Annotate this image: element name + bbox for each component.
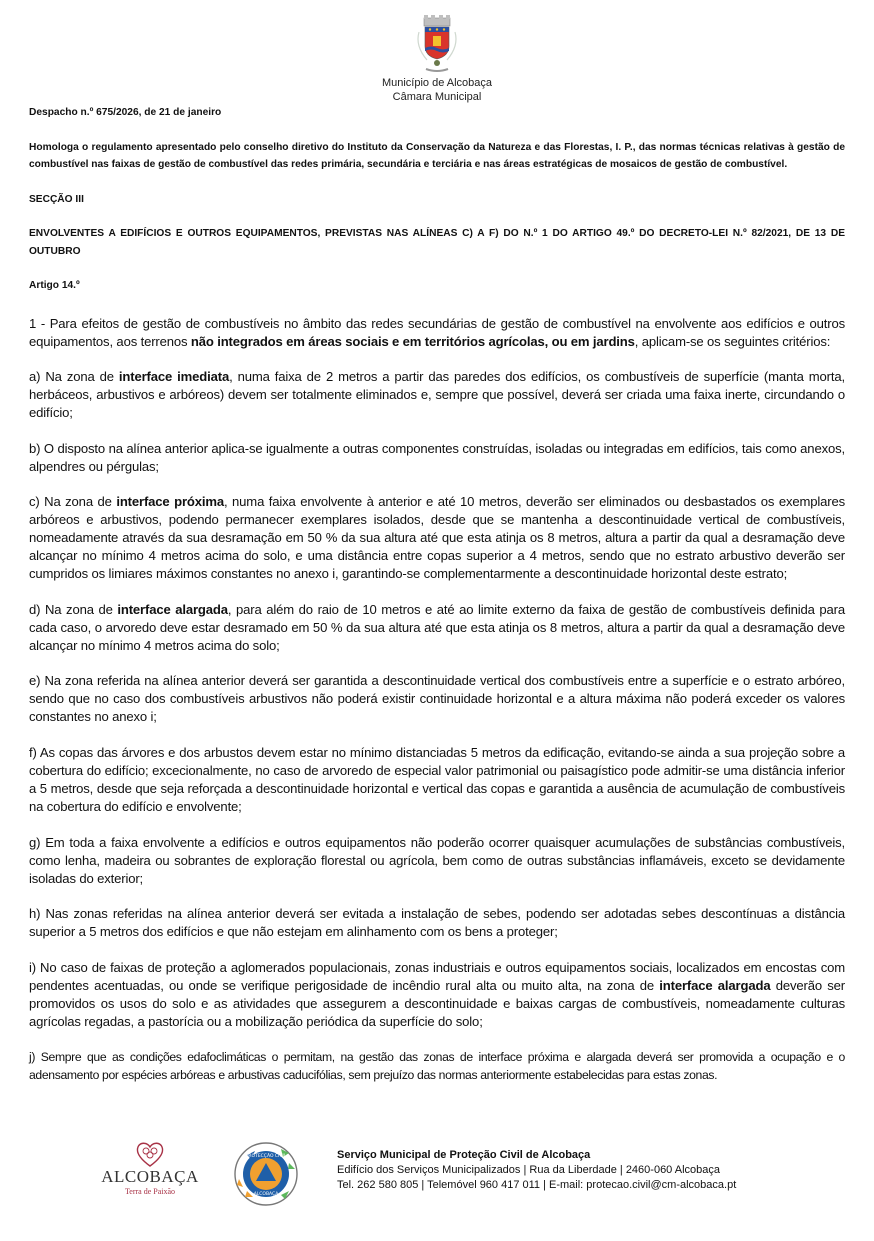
paragraph-emphasis: interface alargada	[659, 977, 771, 993]
paragraph-text: i) No caso de faixas de proteção a aglomerados populacionais, zonas industriais e outros equipamentos sociais, localizados em encostas com pendentes acentuadas, ou onde se verifique perigosidade de incêndio rural alta ou muito alta, na zona de	[29, 959, 845, 993]
paragraph-emphasis: não integrados em áreas sociais e em territórios agrícolas, ou em jardins	[190, 333, 635, 349]
document-body	[29, 104, 845, 1102]
article-number: Artigo 14.º	[29, 280, 80, 291]
page-header	[0, 14, 874, 104]
paragraph-text: deverão ser promovidos os usos do solo e as atividades que assegurem a descontinuidade e baixas cargas de combustíveis, nomeadamente culturas agrícolas regadas, a pastorícia ou a mobilização periódica da superfície do solo;	[29, 977, 845, 1029]
paragraph-1	[29, 315, 845, 351]
paragraph-a	[29, 368, 845, 422]
paragraph-text: c) Na zona de	[29, 494, 117, 510]
alcobaca-wordmark: ALCOBAÇA	[101, 1167, 199, 1186]
paragraph-g	[29, 834, 845, 888]
despacho-summary: Homologa o regulamento apresentado pelo conselho diretivo do Instituto da Conservação da Natureza e das Florestas, I. P., das normas técnicas relativas à gestão de combustível nas faixas de gestão de combustível das redes primária, secundária e terciária e nas áreas estratégicas de mosaicos de gestão de combustível.	[29, 141, 845, 170]
paragraph-text: , para além do raio de 10 metros e até ao limite externo da faixa de gestão de combustíveis definida para cada caso, o arvoredo deve estar desramado em 50 % da sua altura até que esta atinja os 8 metros, altura a partir da qual a desramação deve alcançar no mínimo 4 metros acima do solo;	[29, 601, 845, 653]
paragraph-b	[29, 440, 845, 476]
municipal-coat-of-arms-icon	[407, 14, 467, 76]
protecao-civil-emblem-icon	[233, 1141, 299, 1207]
paragraph-text: d) Na zona de	[29, 601, 118, 617]
council-name: Câmara Municipal	[392, 91, 482, 103]
municipality-name: Município de Alcobaça	[381, 77, 493, 89]
alcobaca-tagline: Terra de Paixão	[124, 1187, 176, 1196]
page-footer	[0, 1138, 874, 1218]
paragraph-f	[29, 744, 845, 816]
paragraph-d	[29, 601, 845, 655]
contact-phones-email: Tel. 262 580 805 | Telemóvel 960 417 011 | E-mail: protecao.civil@cm-alcobaca.pt	[337, 1179, 737, 1191]
paragraph-j	[29, 1048, 845, 1084]
paragraph-i	[29, 959, 845, 1031]
paragraph-text: b) O disposto na alínea anterior aplica-se igualmente a outras componentes construídas, isoladas ou integradas em edifícios, tais como anexos, alpendres ou pérgulas;	[29, 440, 845, 474]
section-heading: ENVOLVENTES A EDIFÍCIOS E OUTROS EQUIPAMENTOS, PREVISTAS NAS ALÍNEAS C) A F) DO N.º 1 DO ARTIGO 49.º DO DECRETO-LEI N.º 82/2021, DE 13 DE OUTUBRO	[29, 228, 845, 257]
paragraph-text: , numa faixa de 2 metros a partir das paredes dos edifícios, os combustíveis de superfície (manta morta, herbáceos, arbustivos e arbóreos) devem ser totalmente eliminados e, sempre que possível, deverá ser criada uma faixa inerte, circundando o edifício;	[29, 369, 845, 421]
section-label: SECÇÃO III	[29, 193, 84, 205]
paragraph-emphasis: interface imediata	[118, 369, 230, 385]
emblem-ring-bottom: ALCOBAÇA	[253, 1192, 279, 1197]
contact-title: Serviço Municipal de Proteção Civil de Alcobaça	[337, 1149, 591, 1161]
paragraph-text: f) As copas das árvores e dos arbustos devem estar no mínimo distanciadas 5 metros da edificação, evitando-se ainda a sua projeção sobre a cobertura do edifício; excecionalmente, no caso de arvoredo de especial valor patrimonial ou paisagístico pode admitir-se uma distância inferior a 5 metros, desde que seja reforçada a descontinuidade horizontal e vertical das copas e garantida a ausência de acumulação de combustíveis na cobertura do edifício e envolvente;	[29, 745, 845, 815]
contact-block	[337, 1148, 736, 1193]
paragraph-e	[29, 672, 845, 726]
paragraph-text: 1 - Para efeitos de gestão de combustíveis no âmbito das redes secundárias de gestão de combustível na envolvente aos edifícios e outros equipamentos, aos terrenos	[29, 315, 845, 349]
paragraph-text: a) Na zona de	[29, 369, 119, 385]
paragraph-text: g) Em toda a faixa envolvente a edifícios e outros equipamentos não poderão ocorrer quaisquer acumulações de substâncias combustíveis, como lenha, madeira ou sobrantes de exploração florestal ou agrícola, bem como de outras substâncias inflamáveis, exceto se devidamente isoladas do exterior;	[29, 834, 845, 886]
paragraph-text: , numa faixa envolvente à anterior e até 10 metros, deverão ser eliminados ou desbastados os exemplares arbóreos e arbustivos, podendo permanecer exemplares isolados, desde que se mantenha a descontinuidade vertical de combustíveis, nomeadamente através da sua desramação em 50 % da sua altura até que esta atinja os 8 metros, altura a partir da qual a desramação deve alcançar no mínimo 4 metros acima do solo, e uma distância entre copas superior a 4 metros, sendo que no estrato arbustivo deverão ser cumpridos os limiares máximos constantes no anexo i, garantindo-se complementarmente a descontinuidade horizontal deste estrato;	[29, 494, 845, 582]
paragraph-text: j) Sempre que as condições edafoclimáticas o permitam, na gestão das zonas de interface próxima e alargada deverá ser promovida a ocupação e o adensamento por espécies arbóreas e arbustivas caducifólias, sem prejuízo das normas anteriormente estabelecidas para estas zonas.	[29, 1050, 845, 1083]
paragraph-h	[29, 905, 845, 941]
emblem-ring-top: PROTECÇÃO CIVIL	[245, 1154, 287, 1159]
paragraph-text: , aplicam-se os seguintes critérios:	[634, 333, 831, 349]
paragraph-c	[29, 493, 845, 583]
despacho-title: Despacho n.º 675/2026, de 21 de janeiro	[29, 107, 222, 118]
heart-logo-icon	[135, 1140, 165, 1168]
paragraph-text: h) Nas zonas referidas na alínea anterior deverá ser evitada a instalação de sebes, podendo ser adotadas sebes descontínuas a distância superior a 5 metros dos edifícios e que não estejam em alinhamento com os bens a proteger;	[29, 906, 845, 940]
paragraph-emphasis: interface alargada	[117, 601, 228, 617]
paragraph-text: e) Na zona referida na alínea anterior deverá ser garantida a descontinuidade vertical dos combustíveis entre a superfície e o estrato arbóreo, sendo que no caso dos combustíveis arbustivos não poderá existir continuidade horizontal e a altura máxima não poderá exceder os valores constantes no anexo i;	[29, 673, 845, 725]
alcobaca-logo	[100, 1138, 200, 1208]
paragraph-emphasis: interface próxima	[116, 494, 224, 510]
contact-address: Edifício dos Serviços Municipalizados | Rua da Liberdade | 2460-060 Alcobaça	[337, 1164, 721, 1176]
